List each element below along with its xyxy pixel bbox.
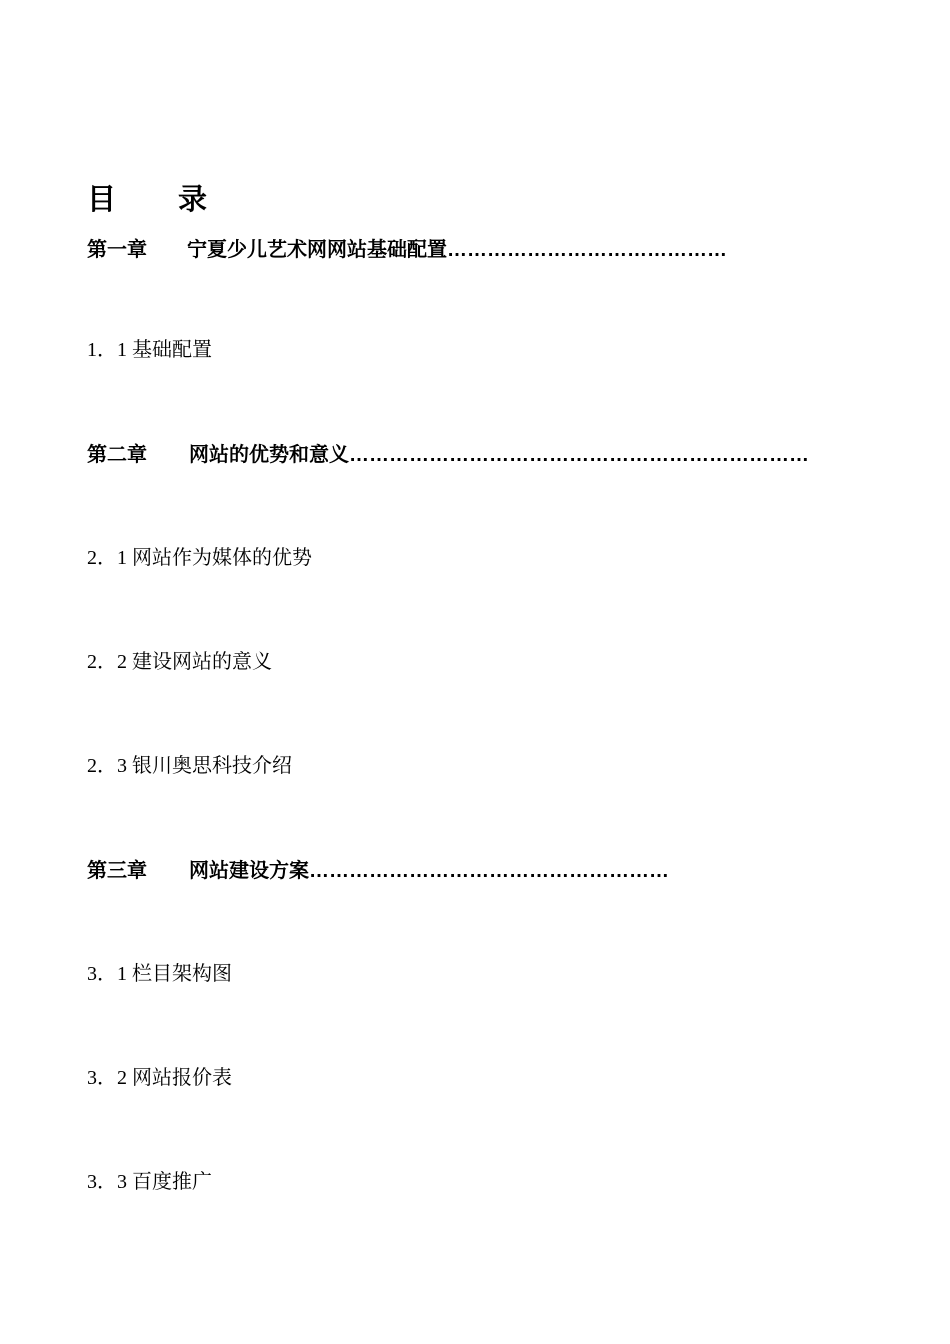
toc-title: 目 录: [87, 184, 235, 216]
leader-dots: ……………………………………………………………: [349, 444, 809, 466]
toc-chapter-3[interactable]: [87, 858, 669, 884]
chapter-title: 网站的优势和意义: [189, 444, 349, 466]
chapter-number: 第一章: [87, 239, 147, 261]
chapter-number: 第二章: [87, 444, 147, 466]
toc-chapter-1[interactable]: [87, 237, 727, 263]
toc-section-2-1[interactable]: 2．1 网站作为媒体的优势: [87, 547, 312, 569]
toc-section-1-1[interactable]: 1．1 基础配置: [87, 339, 212, 361]
toc-section-3-1[interactable]: 3．1 栏目架构图: [87, 963, 232, 985]
toc-section-2-2[interactable]: 2．2 建设网站的意义: [87, 651, 272, 673]
toc-section-2-3[interactable]: 2．3 银川奥思科技介绍: [87, 755, 292, 777]
chapter-title: 宁夏少儿艺术网网站基础配置: [187, 239, 447, 261]
toc-section-3-2[interactable]: 3．2 网站报价表: [87, 1067, 232, 1089]
leader-dots: ……………………………………: [447, 239, 727, 261]
toc-chapter-2[interactable]: [87, 442, 809, 468]
chapter-number: 第三章: [87, 860, 147, 882]
toc-section-3-3[interactable]: 3．3 百度推广: [87, 1171, 212, 1193]
chapter-title: 网站建设方案: [189, 860, 309, 882]
leader-dots: ………………………………………………: [309, 860, 669, 882]
